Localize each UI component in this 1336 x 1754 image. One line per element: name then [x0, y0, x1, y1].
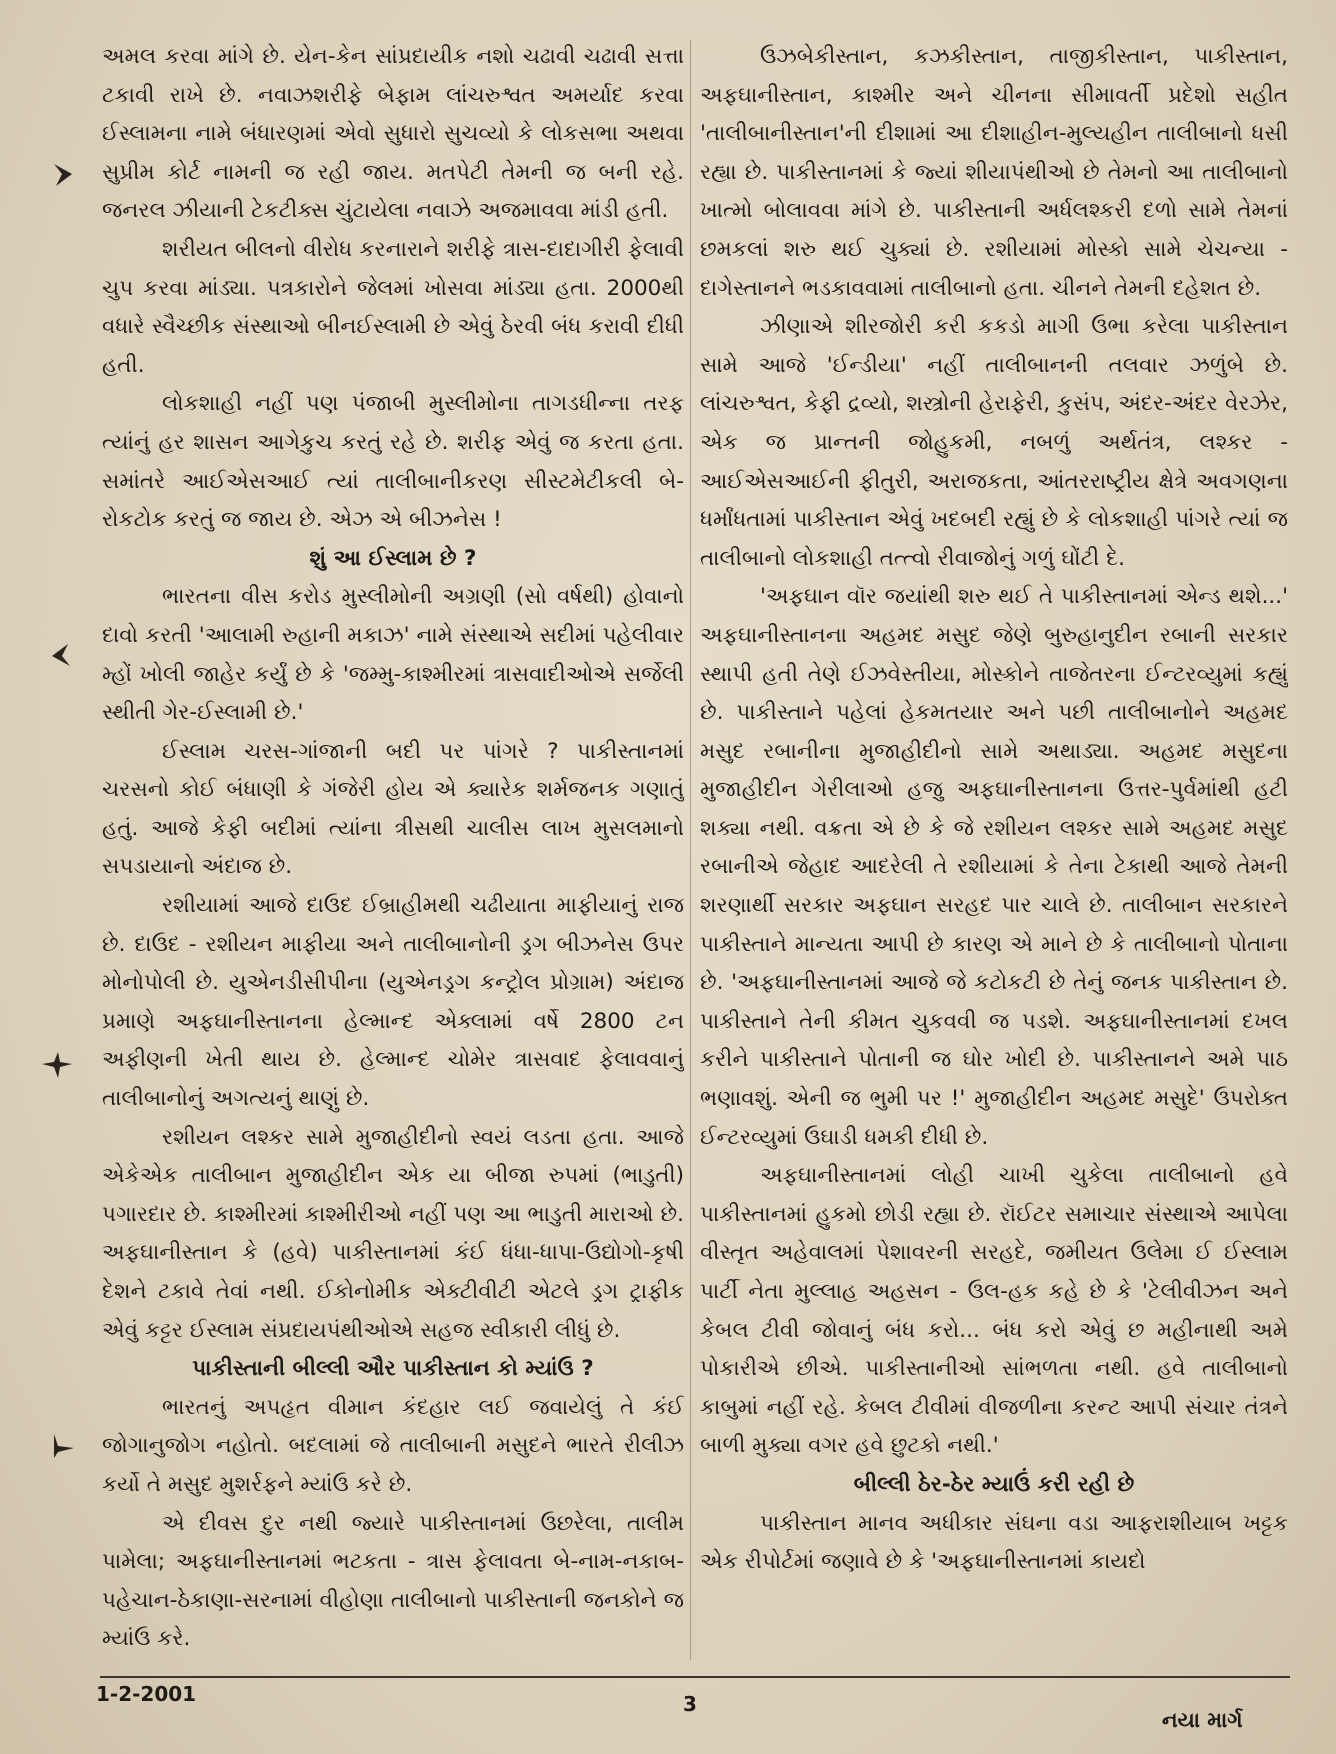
publication-name: નયા માર્ગ: [1162, 1708, 1243, 1732]
paragraph: ભારતનું અપહૃત વીમાન કંદહાર લઈ જવાયેલું તે કંઈ જોગાનુજોગ નહોતો. બદલામાં જે તાલીબાની મસુદને ભારતે રીલીઝ કર્યો તે મસુદ મુશર્રફને મ્યાંઉ કરે છે.: [102, 1394, 684, 1497]
paragraph: ઈસ્લામ ચરસ-ગાંજાની બદી પર પાંગરે ? પાકીસ્તાનમાં ચરસનો કોઈ બંધાણી કે ગંજેરી હોય એ ક્યારેક શર્મજનક ગણાતું હતું. આજે કેફી બદીમાં ત્યાંના ત્રીસથી ચાલીસ લાખ મુસલમાનો સપડાયાનો અંદાજ છે.: [102, 738, 684, 880]
column-divider: [690, 40, 691, 1660]
page-number: 3: [683, 1692, 697, 1716]
paragraph: શરીયત બીલનો વીરોધ કરનારાને શરીફે ત્રાસ-દાદાગીરી ફેલાવી ચુપ કરવા માંડ્યા. પત્રકારોને જેલમાં ખોસવા માંડ્યા હતા. 2000થી વધારે સ્વૈચ્છીક સંસ્થાઓ બીનઈસ્લામી છે એવું ઠેરવી બંધ કરાવી દીધી હતી.: [102, 236, 684, 378]
paragraph: રશીયામાં આજે દાઉદ ઈબ્રાહીમથી ચઢીયાતા માફીયાનું રાજ છે. દાઉદ - રશીયન માફીયા અને તાલીબાનોની ડ્રગ બીઝનેસ ઉપર મોનોપોલી છે. યુએનડીસીપીના (યુએનડ્રગ કન્ટ્રોલ પ્રોગ્રામ) અંદાજ પ્રમાણે અફઘાનીસ્તાનના હેલ્માન્દ એક્લામાં વર્ષે 2800 ટન અફીણની ખેતી થાય છે. હેલ્માન્દ ચોમેર ત્રાસવાદ ફેલાવવાનું તાલીબાનોનું અગત્યનું થાણું છે.: [102, 893, 684, 1112]
section-heading: બીલ્લી ઠેર-ઠેર મ્યાઉં કરી રહી છે: [853, 1471, 1135, 1497]
section-heading: શું આ ઈસ્લામ છે ?: [309, 545, 477, 571]
paragraph: 'અફઘાન વૉર જયાંથી શરુ થઈ તે પાકીસ્તાનમાં એન્ડ થશે...' અફઘાનીસ્તાનના અહમદ મસુદ જેણે બુરુહાનુદીન રબાની સરકાર સ્થાપી હતી તેણે ઈઝવેસ્તીયા, મોસ્કોને તાજેતરના ઈન્ટરવ્યુમાં કહ્યું છે. પાકીસ્તાને પહેલાં હેકમતયાર અને પછી તાલીબાનોને અહમદ મસુદ રબાનીના મુજાહીદીનો સામે અથાડ્યા. અહમદ મસુદના મુજાહીદીન ગેરીલાઓ હજુ અફઘાનીસ્તાનના ઉત્તર-પુર્વમાંથી હટી શક્યા નથી. વક્રતા એ છે કે જે રશીયન લશ્કર સામે અહમદ મસુદ રબાનીએ જેહાદ આદરેલી તે રશીયામાં કે તેના ટેકાથી આજે તેમની શરણાર્થી સરકાર અફઘાન સરહદ પાર ચાલે છે. તાલીબાન સરકારને પાકીસ્તાને માન્યતા આપી છે કારણ એ માને છે કે તાલીબાનો પોતાના છે. 'અફઘાનીસ્તાનમાં આજે જે કટોકટી છે તેનું જનક પાકીસ્તાન છે. પાકીસ્તાને તેની કીમત ચુકવવી જ પડશે. અફઘાનીસ્તાનમાં દખલ કરીને પાકીસ્તાને પોતાની જ ઘોર ખોદી છે. પાકીસ્તાનને અમે પાઠ ભણાવશું. એની જ ભુમી પર !' મુજાહીદીન અહમદ મસુદે' ઉપરોક્ત ઈન્ટરવ્યુમાં ઉઘાડી ધમકી દીધી છે.: [700, 584, 1288, 1150]
paragraph: લોકશાહી નહીં પણ પંજાબી મુસ્લીમોના તાગડધીન્ના તરફ ત્યાંનું હર શાસન આગેકુચ કરતું રહે છે. શરીફ એવું જ કરતા હતા. સમાંતરે આઈએસઆઈ ત્યાં તાલીબાનીકરણ સીસ્ટમેટીકલી બે-રોકટોક કરતું જ જાય છે. એઝ એ બીઝનેસ !: [102, 391, 684, 533]
paragraph: એ દીવસ દુર નથી જ્યારે પાકીસ્તાનમાં ઉછરેલા, તાલીમ પામેલા; અફઘાનીસ્તાનમાં ભટકતા - ત્રાસ ફેલાવતા બે-નામ-નકાબ-પહેચાન-ઠેકાણા-સરનામાં વીહોણા તાલીબાનો પાકીસ્તાની જનકોને જ મ્યાંઉ કરે.: [102, 1510, 684, 1652]
right-column: [700, 38, 1288, 1678]
paragraph: રશીયન લશ્કર સામે મુજાહીદીનો સ્વયં લડતા હતા. આજે એકેએક તાલીબાન મુજાહીદીન એક યા બીજા રુપમાં (ભાડુતી) પગારદાર છે. કાશ્મીરમાં કાશ્મીરીઓ નહીં પણ આ ભાડુતી મારાઓ છે. અફઘાનીસ્તાન કે (હવે) પાકીસ્તાનમાં કંઈ ધંધા-ધાપા-ઉદ્યોગો-કૃષી દેશને ટકાવે તેવાં નથી. ઈકોનોમીક એક્ટીવીટી એટલે ડ્રગ ટ્રાફીક એવું કટ્ટર ઈસ્લામ સંપ્રદાયપંથીઓએ સહજ સ્વીકારી લીધું છે.: [102, 1124, 684, 1343]
paragraph: પાકીસ્તાન માનવ અધીકાર સંઘના વડા આફરાશીયાબ ખટ્ટક એક રીપોર્ટમાં જણાવે છે કે 'અફઘાનીસ્તાનમાં કાયદો: [700, 1510, 1288, 1575]
left-column: [102, 38, 684, 1678]
paragraph: ઉઝબેકીસ્તાન, કઝકીસ્તાન, તાજીકીસ્તાન, પાકીસ્તાન, અફઘાનીસ્તાન, કાશ્મીર અને ચીનના સીમાવર્તી પ્રદેશો સહીત 'તાલીબાનીસ્તાન'ની દીશામાં આ દીશાહીન-મુલ્યહીન તાલીબાનો ધસી રહ્યા છે. પાકીસ્તાનમાં કે જ્યાં શીયાપંથીઓ છે તેમનો આ તાલીબાનો ખાત્મો બોલાવવા માંગે છે. પાકીસ્તાની અર્ધલશ્કરી દળો સામે તેમનાં છમકલાં શરુ થઈ ચુક્યાં છે. રશીયામાં મોસ્કો સામે ચેચન્યા - દાગેસ્તાનને ભડકાવવામાં તાલીબાનો હતા. ચીનને તેમની દહેશત છે.: [700, 44, 1288, 301]
footer-rule: [100, 1676, 1290, 1678]
paragraph: ભારતના વીસ કરોડ મુસ્લીમોની અગ્રણી (સો વર્ષથી) હોવાનો દાવો કરતી 'આલામી રુહાની મકાઝ' નામે સંસ્થાએ સદીમાં પહેલીવાર મ્હોં ખોલી જાહેર કર્યું છે કે 'જમ્મુ-કાશ્મીરમાં ત્રાસવાદીઓએ સર્જેલી સ્થીતી ગેર-ઈસ્લામી છે.': [102, 584, 684, 726]
footer-date: 1-2-2001: [96, 1682, 197, 1706]
section-heading: પાકીસ્તાની બીલ્લી ઔર પાકીસ્તાન કો મ્યાંઉ ?: [192, 1356, 594, 1382]
paragraph: ઝીણાએ શીરજોરી કરી કકડો માગી ઉભા કરેલા પાકીસ્તાન સામે આજે 'ઈન્ડીયા' નહીં તાલીબાનની તલવાર ઝળુંબે છે. લાંચરુશ્વત, કેફી દ્રવ્યો, શસ્ત્રોની હેરાફેરી, કુસંપ, અંદર-અંદર વેરઝેર, એક જ પ્રાન્તની જોહુકમી, નબળું અર્થતંત્ર, લશ્કર - આઈએસઆઈની ફીતુરી, અરાજકતા, આંતરરાષ્ટ્રીય ક્ષેત્રે અવગણના ધર્માંધતામાં પાકીસ્તાન એવું ખદબદી રહ્યું છે કે લોકશાહી પાંગરે ત્યાં જ તાલીબાનો લોકશાહી તત્ત્વો રીવાજોનું ગળું ઘોંટી દે.: [700, 314, 1288, 571]
paragraph: અમલ કરવા માંગે છે. યેન-કેન સાંપ્રદાયીક નશો ચઢાવી ચઢાવી સત્તા ટકાવી રાખે છે. નવાઝશરીફે બેફામ લાંચરુશ્વત અમર્યાદ કરવા ઈસ્લામના નામે બંધારણમાં એવો સુધારો સુચવ્યો કે લોકસભા અથવા સુપ્રીમ કોર્ટ નામની જ રહી જાય. મતપેટી તેમની જ બની રહે. જનરલ ઝીયાની ટેકટીક્સ ચુંટાયેલા નવાઝે અજમાવવા માંડી હતી.: [102, 44, 684, 224]
paragraph: અફઘાનીસ્તાનમાં લોહી ચાખી ચુકેલા તાલીબાનો હવે પાકીસ્તાનમાં હુકમો છોડી રહ્યા છે. રૉઈટર સમાચાર સંસ્થાએ આપેલા વીસ્તૃત અહેવાલમાં પેશાવરની સરહદે, જમીયત ઉલેમા ઈ ઈસ્લામ પાર્ટી નેતા મુલ્લાહ અહસન - ઉલ-હક કહે છે કે 'ટેલીવીઝન અને કેબલ ટીવી જોવાનું બંધ કરો... બંધ કરો એવું છ મહીનાથી અમે પોકારીએ છીએ. પાકીસ્તાનીઓ સાંભળતા નથી. હવે તાલીબાનો કાબુમાં નહીં રહે. કેબલ ટીવીમાં વીજળીના કરન્ટ આપી સંચાર તંત્રને બાળી મુક્યા વગર હવે છુટકો નથી.': [700, 1163, 1288, 1459]
